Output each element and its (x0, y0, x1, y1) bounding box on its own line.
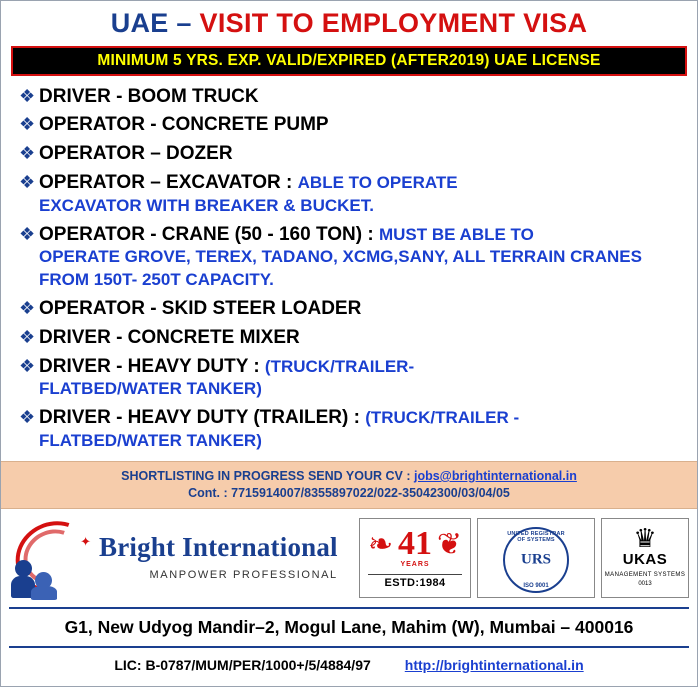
license-number: LIC: B-0787/MUM/PER/1000+/5/4884/97 (114, 656, 371, 673)
company-logo (9, 516, 353, 600)
brand-tagline: MANPOWER PROFESSIONAL (149, 569, 338, 582)
job-title (39, 114, 683, 137)
office-address: G1, New Udyog Mandir–2, Mogul Lane, Mahim (W), Mumbai – 400016 (64, 616, 634, 637)
footer (1, 648, 697, 681)
diamond-bullet-icon: ❖ (19, 355, 36, 376)
job-title (39, 143, 683, 166)
ukas-name: UKAS (622, 550, 668, 568)
ukas-subtitle: MANAGEMENT SYSTEMS (604, 571, 686, 578)
job-title-text: OPERATOR – DOZER (39, 143, 233, 165)
job-note-continued: OPERATE GROVE, TEREX, TADANO, XCMG,SANY, ALL TERRAIN CRANES FROM 150T- 250T CAPACITY. (39, 247, 642, 290)
job-title (39, 172, 683, 218)
brand-name: Bright International (99, 532, 338, 563)
diamond-bullet-icon: ❖ (19, 223, 36, 244)
contact-strip (1, 461, 697, 509)
job-title (39, 327, 683, 350)
requirement-banner (11, 46, 687, 76)
diamond-bullet-icon: ❖ (19, 407, 36, 428)
list-item (15, 172, 683, 218)
diamond-bullet-icon: ❖ (19, 143, 36, 164)
title-uae: UAE (110, 8, 177, 38)
anniversary-badge (359, 518, 471, 598)
job-note: (TRUCK/TRAILER- (264, 356, 415, 376)
requirement-banner-text: MINIMUM 5 YRS. EXP. VALID/EXPIRED (AFTER2019) UAE LICENSE (97, 51, 601, 69)
brand-text (97, 534, 338, 581)
wreath-left-icon: ❧ (368, 527, 394, 561)
header (1, 1, 697, 43)
list-item (15, 298, 683, 321)
diamond-bullet-icon: ❖ (19, 326, 36, 347)
job-title (39, 298, 683, 321)
job-note-continued: FLATBED/WATER TANKER) (39, 379, 262, 399)
job-title (39, 86, 683, 109)
job-title-text: OPERATOR – EXCAVATOR : (39, 172, 298, 194)
urs-seal-icon (503, 527, 569, 593)
job-title-text: OPERATOR - SKID STEER LOADER (39, 298, 362, 320)
anniversary-number: 41 (398, 524, 432, 562)
title-dash: – (176, 8, 200, 38)
brand-mark-icon (9, 516, 97, 600)
job-title (39, 356, 683, 402)
job-title-text: OPERATOR - CRANE (50 - 160 TON) : (39, 223, 379, 245)
shortlisting-label: SHORTLISTING IN PROGRESS SEND YOUR CV : (121, 468, 414, 483)
job-note-continued: EXCAVATOR WITH BREAKER & BUCKET. (39, 195, 374, 215)
job-note: ABLE TO OPERATE (297, 173, 458, 193)
diamond-bullet-icon: ❖ (19, 85, 36, 106)
job-title (39, 224, 683, 292)
page-title (1, 9, 697, 39)
star-icon: ✦ (80, 533, 91, 549)
job-note: MUST BE ABLE TO (378, 224, 534, 244)
diamond-bullet-icon: ❖ (19, 298, 36, 319)
job-title-text: DRIVER - HEAVY DUTY (TRAILER) : (39, 407, 366, 429)
job-note-continued: FLATBED/WATER TANKER) (39, 431, 262, 451)
job-title-text: DRIVER - BOOM TRUCK (39, 85, 259, 107)
urs-bottom-text: ISO 9001 (523, 582, 549, 589)
title-main: VISIT TO EMPLOYMENT VISA (199, 8, 588, 38)
list-item (15, 86, 683, 109)
logo-band (1, 509, 697, 605)
email-link[interactable]: jobs@brightinternational.in (413, 468, 577, 483)
ukas-accreditation-badge (601, 518, 689, 598)
diamond-bullet-icon: ❖ (19, 114, 36, 135)
diamond-bullet-icon: ❖ (19, 172, 36, 193)
job-title-text: OPERATOR - CONCRETE PUMP (39, 114, 329, 136)
urs-certification-badge (477, 518, 595, 598)
wreath-right-icon: ❦ (436, 527, 462, 561)
job-title (39, 407, 683, 453)
website-link[interactable]: http://brightinternational.in (404, 656, 584, 673)
job-note: (TRUCK/TRAILER - (365, 408, 520, 428)
list-item (15, 327, 683, 350)
crown-icon: ♛ (633, 522, 657, 553)
list-item (15, 143, 683, 166)
job-title-text: DRIVER - HEAVY DUTY : (39, 355, 265, 377)
job-list (1, 86, 697, 453)
ukas-number: 0013 (638, 580, 652, 587)
list-item (15, 356, 683, 402)
established-year: ESTD:1984 (368, 574, 462, 589)
shortlisting-text (5, 469, 693, 483)
phone-numbers: Cont. : 7715914007/8355897022/022-35042300/03/04/05 (188, 485, 510, 500)
urs-top-text: UNITED REGISTRAR OF SYSTEMS (507, 530, 565, 543)
job-title-text: DRIVER - CONCRETE MIXER (39, 326, 300, 348)
urs-center-text: URS (520, 551, 552, 568)
list-item (15, 224, 683, 292)
list-item (15, 407, 683, 453)
anniversary-years-label: YEARS (400, 560, 430, 568)
list-item (15, 114, 683, 137)
